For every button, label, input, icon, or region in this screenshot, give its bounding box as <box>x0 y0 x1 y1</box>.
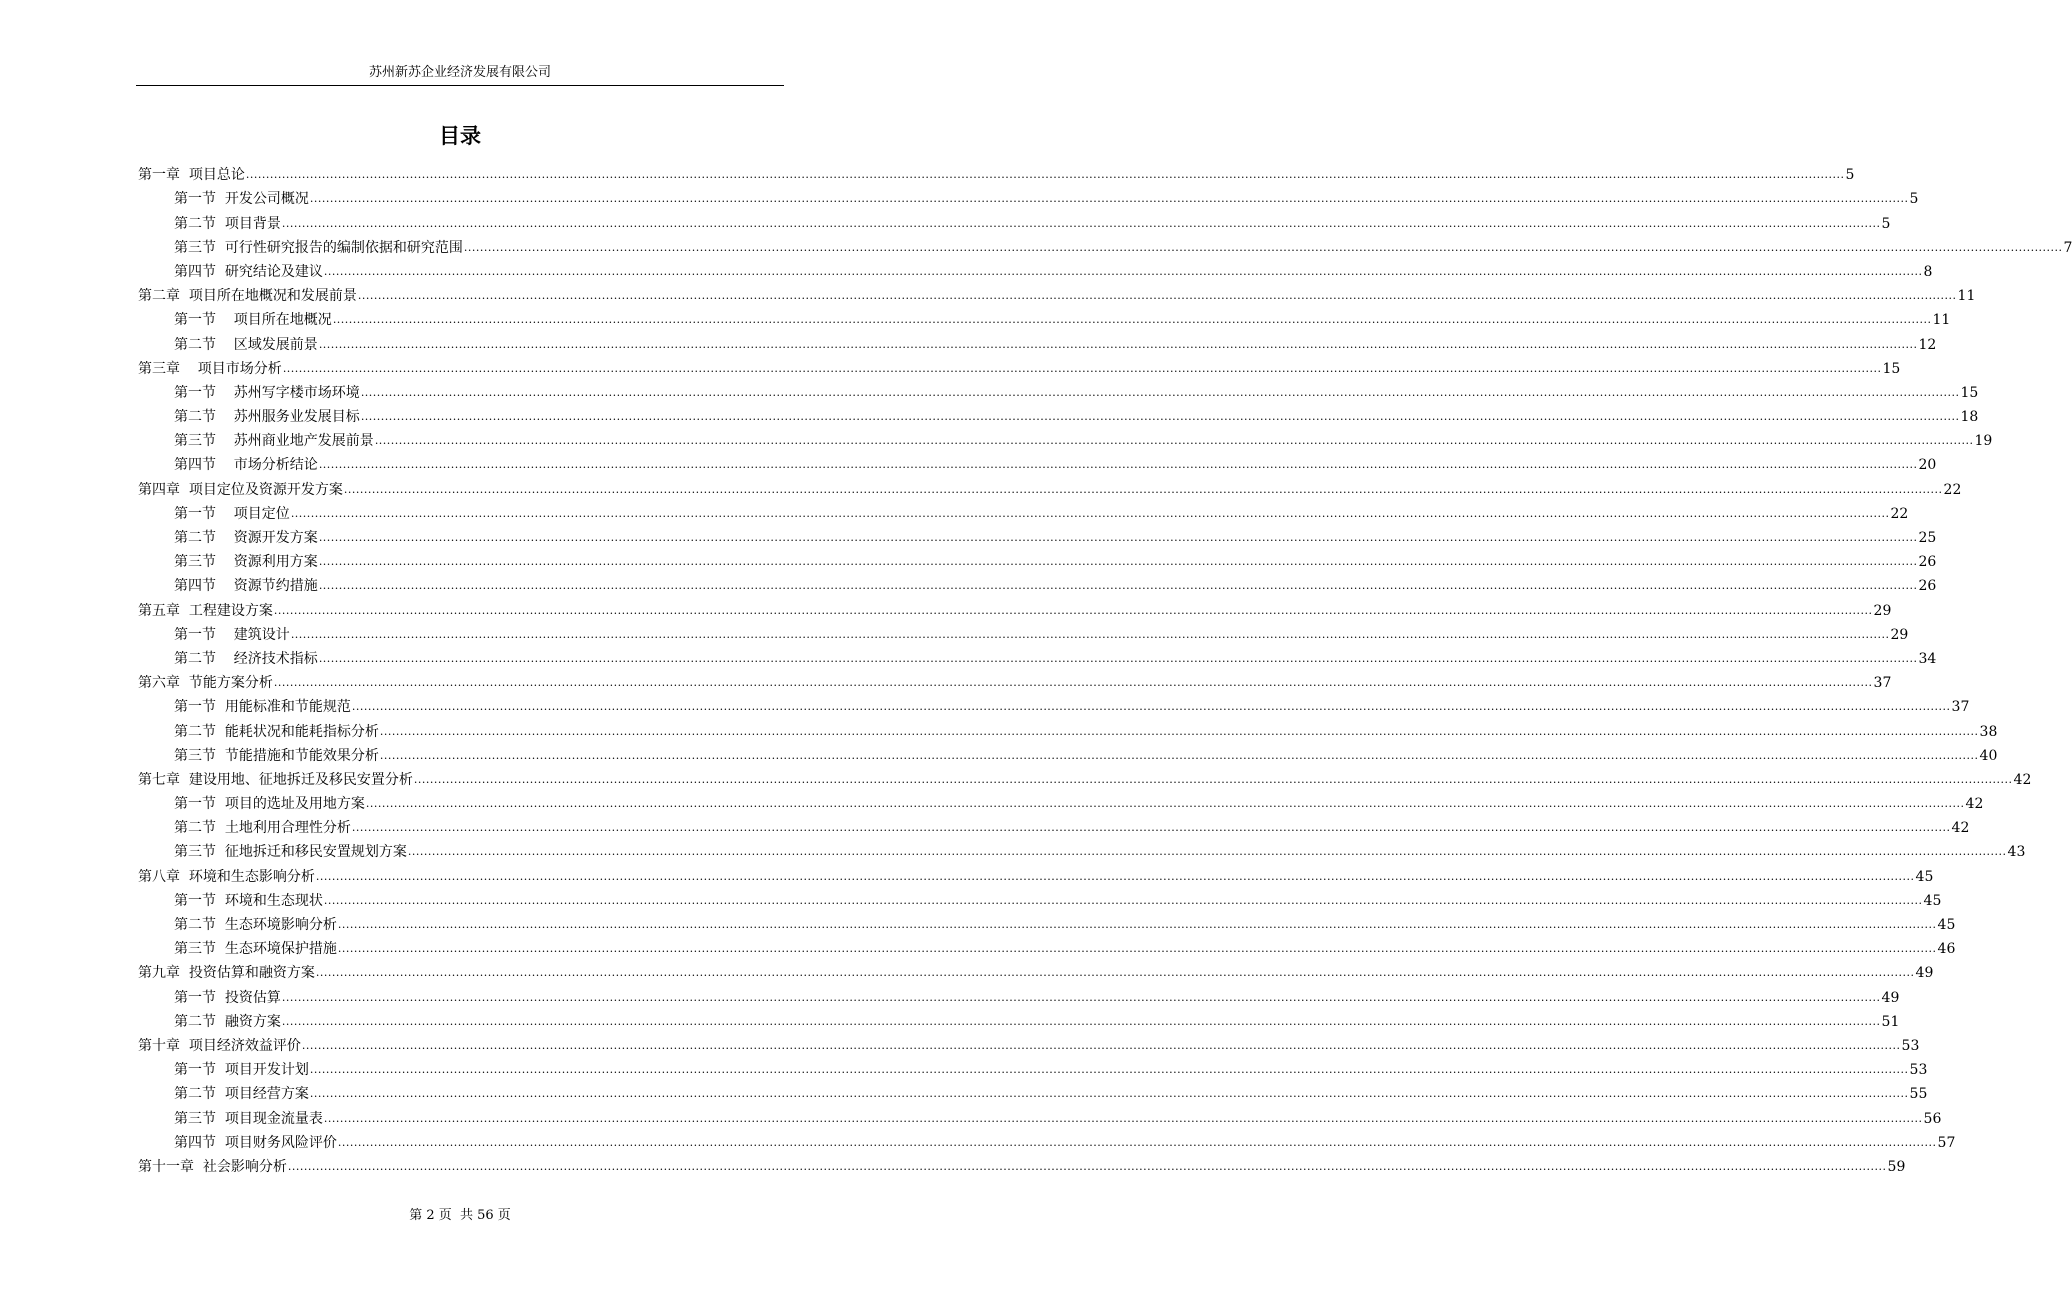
toc-section-entry[interactable] <box>138 233 2072 257</box>
toc-entry-label: 第六章 节能方案分析 <box>138 675 273 692</box>
toc-dot-leader: ................................................................................................................................................................................................................................................................................................................................................................................................................ <box>287 1159 1887 1173</box>
toc-entry-label: 第三节 生态环境保护措施 <box>174 941 337 958</box>
toc-dot-leader: ................................................................................................................................................................................................................................................................................................................................................................................................................ <box>379 724 1979 738</box>
toc-section-entry[interactable] <box>138 547 1937 571</box>
toc-section-entry[interactable] <box>138 208 1891 232</box>
toc-section-entry[interactable] <box>138 1128 1956 1152</box>
toc-dot-leader: ................................................................................................................................................................................................................................................................................................................................................................................................................ <box>365 797 1965 811</box>
toc-section-entry[interactable] <box>138 426 1993 450</box>
toc-entry-label: 第二节 项目背景 <box>174 215 281 232</box>
toc-entry-label: 第一节 苏州写字楼市场环境 <box>174 384 360 401</box>
toc-section-entry[interactable] <box>138 692 1970 716</box>
toc-entry-label: 第四节 项目财务风险评价 <box>174 1134 337 1151</box>
toc-dot-leader: ................................................................................................................................................................................................................................................................................................................................................................................................................ <box>281 1014 1881 1028</box>
toc-entry-page-number: 11 <box>1932 312 1951 329</box>
toc-entry-label: 第九章 投资估算和融资方案 <box>138 965 315 982</box>
toc-dot-leader: ................................................................................................................................................................................................................................................................................................................................................................................................................ <box>463 240 2063 254</box>
toc-dot-leader: ................................................................................................................................................................................................................................................................................................................................................................................................................ <box>343 482 1943 496</box>
toc-section-entry[interactable] <box>138 910 1956 934</box>
toc-dot-leader: ................................................................................................................................................................................................................................................................................................................................................................................................................ <box>318 531 1918 544</box>
toc-dot-leader: ................................................................................................................................................................................................................................................................................................................................................................................................................ <box>323 1111 1923 1125</box>
toc-entry-page-number: 11 <box>1957 288 1976 305</box>
toc-entry-page-number: 25 <box>1918 530 1937 546</box>
toc-entry-page-number: 37 <box>1951 699 1970 716</box>
toc-entry-label: 第四节 资源节约措施 <box>174 578 318 595</box>
toc-dot-leader: ................................................................................................................................................................................................................................................................................................................................................................................................................ <box>318 555 1918 569</box>
toc-section-entry[interactable] <box>138 1103 1942 1127</box>
toc-section-entry[interactable] <box>138 813 1970 837</box>
toc-entry-label: 第一节 项目的选址及用地方案 <box>174 796 365 813</box>
toc-entry-page-number: 22 <box>1943 481 1962 498</box>
toc-entry-page-number: 22 <box>1890 505 1909 522</box>
toc-entry-page-number: 34 <box>1918 650 1937 667</box>
toc-entry-label: 第二节 生态环境影响分析 <box>174 917 337 933</box>
toc-entry-label: 第一节 用能标准和节能规范 <box>174 699 351 716</box>
toc-entry-label: 第四节 市场分析结论 <box>174 457 318 474</box>
toc-chapter-entry[interactable] <box>138 474 1962 498</box>
toc-entry-label: 第五章 工程建设方案 <box>138 602 273 619</box>
toc-entry-page-number: 37 <box>1873 675 1892 692</box>
toc-section-entry[interactable] <box>138 571 1937 595</box>
toc-entry-label: 第一节 项目定位 <box>174 505 290 522</box>
toc-section-entry[interactable] <box>138 620 1909 644</box>
toc-chapter-entry[interactable] <box>138 595 1892 619</box>
toc-dot-leader: ................................................................................................................................................................................................................................................................................................................................................................................................................ <box>301 1038 1901 1052</box>
toc-entry-page-number: 53 <box>1909 1062 1928 1079</box>
toc-entry-label: 第八章 环境和生态影响分析 <box>138 868 315 885</box>
toc-entry-page-number: 53 <box>1901 1037 1920 1054</box>
toc-entry-label: 第三章 项目市场分析 <box>138 360 282 377</box>
toc-entry-label: 第三节 征地拆迁和移民安置规划方案 <box>174 844 407 861</box>
toc-entry-label: 第一节 投资估算 <box>174 989 281 1006</box>
header-divider <box>136 85 784 86</box>
toc-section-entry[interactable] <box>138 523 1937 547</box>
toc-entry-label: 第二节 区域发展前景 <box>174 336 318 353</box>
toc-section-entry[interactable] <box>138 837 2026 861</box>
toc-entry-page-number: 26 <box>1918 578 1937 595</box>
toc-entry-label: 第三节 可行性研究报告的编制依据和研究范围 <box>174 239 463 256</box>
toc-section-entry[interactable] <box>138 789 1984 813</box>
toc-dot-leader: ................................................................................................................................................................................................................................................................................................................................................................................................................ <box>360 385 1960 399</box>
footer-page-indicator: 第 2 页 共 56 页 <box>409 1208 511 1223</box>
toc-entry-label: 第二节 苏州服务业发展目标 <box>174 409 360 426</box>
toc-entry-page-number: 45 <box>1915 868 1934 885</box>
toc-entry-page-number: 8 <box>1923 263 1933 280</box>
toc-entry-label: 第二节 经济技术指标 <box>174 650 318 667</box>
toc-dot-leader: ................................................................................................................................................................................................................................................................................................................................................................................................................ <box>315 966 1915 980</box>
toc-dot-leader: ................................................................................................................................................................................................................................................................................................................................................................................................................ <box>318 458 1918 472</box>
toc-entry-label: 第一节 项目开发计划 <box>174 1062 309 1079</box>
toc-chapter-entry[interactable] <box>138 281 1976 305</box>
toc-entry-page-number: 49 <box>1915 965 1934 982</box>
toc-section-entry[interactable] <box>138 257 1933 281</box>
toc-entry-page-number: 29 <box>1890 626 1909 643</box>
toc-section-entry[interactable] <box>138 402 1979 426</box>
toc-dot-leader: ................................................................................................................................................................................................................................................................................................................................................................................................................ <box>337 918 1937 931</box>
table-of-contents <box>138 160 2072 1176</box>
toc-entry-label: 第十章 项目经济效益评价 <box>138 1037 301 1054</box>
toc-dot-leader: ................................................................................................................................................................................................................................................................................................................................................................................................................ <box>360 410 1960 424</box>
toc-dot-leader: ................................................................................................................................................................................................................................................................................................................................................................................................................ <box>282 361 1882 375</box>
toc-entry-label: 第一章 项目总论 <box>138 167 245 184</box>
toc-chapter-entry[interactable] <box>138 1031 1920 1055</box>
toc-dot-leader: ................................................................................................................................................................................................................................................................................................................................................................................................................ <box>281 216 1881 230</box>
toc-section-entry[interactable] <box>138 450 1937 474</box>
toc-dot-leader: ................................................................................................................................................................................................................................................................................................................................................................................................................ <box>407 845 2007 859</box>
toc-dot-leader: ................................................................................................................................................................................................................................................................................................................................................................................................................ <box>309 192 1909 206</box>
toc-entry-page-number: 57 <box>1937 1134 1956 1151</box>
toc-entry-page-number: 46 <box>1937 941 1956 958</box>
toc-section-entry[interactable] <box>138 499 1909 523</box>
toc-entry-label: 第三节 项目现金流量表 <box>174 1110 323 1127</box>
toc-entry-page-number: 12 <box>1918 336 1937 353</box>
toc-entry-page-number: 42 <box>1951 820 1970 837</box>
toc-section-entry[interactable] <box>138 1007 1900 1031</box>
toc-dot-leader: ................................................................................................................................................................................................................................................................................................................................................................................................................ <box>315 869 1915 883</box>
toc-dot-leader: ................................................................................................................................................................................................................................................................................................................................................................................................................ <box>351 821 1951 835</box>
toc-chapter-entry[interactable] <box>138 354 1901 378</box>
toc-section-entry[interactable] <box>138 716 1998 740</box>
toc-dot-leader: ................................................................................................................................................................................................................................................................................................................................................................................................................ <box>413 772 2013 786</box>
toc-entry-page-number: 45 <box>1937 917 1956 933</box>
toc-section-entry[interactable] <box>138 184 1919 208</box>
toc-entry-page-number: 42 <box>2013 771 2032 788</box>
toc-section-entry[interactable] <box>138 1055 1928 1079</box>
toc-entry-label: 第四章 项目定位及资源开发方案 <box>138 481 343 498</box>
toc-entry-page-number: 15 <box>1960 384 1979 401</box>
toc-dot-leader: ................................................................................................................................................................................................................................................................................................................................................................................................................ <box>281 990 1881 1004</box>
toc-entry-label: 第一节 环境和生态现状 <box>174 892 323 909</box>
toc-dot-leader: ................................................................................................................................................................................................................................................................................................................................................................................................................ <box>374 434 1974 448</box>
toc-dot-leader: ................................................................................................................................................................................................................................................................................................................................................................................................................ <box>337 942 1937 956</box>
toc-entry-page-number: 59 <box>1887 1158 1906 1175</box>
toc-section-entry[interactable] <box>138 886 1942 910</box>
toc-dot-leader: ................................................................................................................................................................................................................................................................................................................................................................................................................ <box>309 1063 1909 1077</box>
toc-entry-page-number: 26 <box>1918 554 1937 571</box>
toc-entry-label: 第二节 土地利用合理性分析 <box>174 820 351 837</box>
toc-dot-leader: ................................................................................................................................................................................................................................................................................................................................................................................................................ <box>309 1087 1909 1101</box>
toc-entry-label: 第七章 建设用地、征地拆迁及移民安置分析 <box>138 771 413 788</box>
toc-entry-page-number: 42 <box>1965 796 1984 813</box>
toc-chapter-entry[interactable] <box>138 160 1855 184</box>
toc-entry-page-number: 38 <box>1979 723 1998 740</box>
toc-entry-label: 第二节 项目经营方案 <box>174 1086 309 1103</box>
toc-chapter-entry[interactable] <box>138 861 1934 885</box>
toc-entry-label: 第二节 融资方案 <box>174 1013 281 1030</box>
toc-chapter-entry[interactable] <box>138 668 1892 692</box>
toc-entry-label: 第二章 项目所在地概况和发展前景 <box>138 288 357 305</box>
toc-entry-page-number: 5 <box>1909 191 1919 208</box>
toc-dot-leader: ................................................................................................................................................................................................................................................................................................................................................................................................................ <box>318 651 1918 665</box>
toc-entry-page-number: 18 <box>1960 409 1979 426</box>
toc-entry-page-number: 40 <box>1979 747 1998 764</box>
toc-entry-page-number: 15 <box>1882 360 1901 377</box>
toc-entry-label: 第四节 研究结论及建议 <box>174 263 323 280</box>
toc-chapter-entry[interactable] <box>138 1152 1906 1176</box>
toc-entry-page-number: 29 <box>1873 602 1892 619</box>
toc-entry-label: 第一节 项目所在地概况 <box>174 312 332 329</box>
toc-entry-label: 第三节 苏州商业地产发展前景 <box>174 433 374 450</box>
toc-entry-label: 第三节 节能措施和节能效果分析 <box>174 747 379 764</box>
toc-entry-page-number: 5 <box>1845 167 1855 184</box>
toc-entry-label: 第十一章 社会影响分析 <box>138 1158 287 1175</box>
toc-entry-label: 第三节 资源利用方案 <box>174 554 318 571</box>
toc-section-entry[interactable] <box>138 741 1998 765</box>
toc-section-entry[interactable] <box>138 1079 1928 1103</box>
toc-dot-leader: ................................................................................................................................................................................................................................................................................................................................................................................................................ <box>318 579 1918 593</box>
toc-section-entry[interactable] <box>138 982 1900 1006</box>
toc-entry-label: 第二节 能耗状况和能耗指标分析 <box>174 723 379 740</box>
toc-section-entry[interactable] <box>138 934 1956 958</box>
toc-dot-leader: ................................................................................................................................................................................................................................................................................................................................................................................................................ <box>323 893 1923 907</box>
toc-entry-page-number: 49 <box>1881 989 1900 1006</box>
toc-title: 目录 <box>439 124 481 148</box>
toc-entry-label: 第二节 资源开发方案 <box>174 530 318 546</box>
toc-chapter-entry[interactable] <box>138 958 1934 982</box>
toc-entry-page-number: 56 <box>1923 1110 1942 1127</box>
toc-entry-page-number: 51 <box>1881 1013 1900 1030</box>
toc-entry-page-number: 5 <box>1881 215 1891 232</box>
toc-section-entry[interactable] <box>138 305 1951 329</box>
toc-dot-leader: ................................................................................................................................................................................................................................................................................................................................................................................................................ <box>323 264 1923 278</box>
toc-entry-page-number: 55 <box>1909 1086 1928 1103</box>
toc-section-entry[interactable] <box>138 329 1937 353</box>
toc-entry-page-number: 45 <box>1923 892 1942 909</box>
toc-chapter-entry[interactable] <box>138 765 2032 789</box>
header-company-name: 苏州新苏企业经济发展有限公司 <box>368 65 551 80</box>
toc-dot-leader: ................................................................................................................................................................................................................................................................................................................................................................................................................ <box>245 168 1845 182</box>
toc-dot-leader: ................................................................................................................................................................................................................................................................................................................................................................................................................ <box>337 1135 1937 1149</box>
toc-dot-leader: ................................................................................................................................................................................................................................................................................................................................................................................................................ <box>379 748 1979 762</box>
toc-dot-leader: ................................................................................................................................................................................................................................................................................................................................................................................................................ <box>290 627 1890 641</box>
toc-entry-page-number: 43 <box>2007 844 2026 861</box>
toc-entry-label: 第一节 开发公司概况 <box>174 191 309 208</box>
toc-dot-leader: ................................................................................................................................................................................................................................................................................................................................................................................................................ <box>318 337 1918 351</box>
toc-dot-leader: ................................................................................................................................................................................................................................................................................................................................................................................................................ <box>290 506 1890 520</box>
toc-section-entry[interactable] <box>138 378 1979 402</box>
toc-dot-leader: ................................................................................................................................................................................................................................................................................................................................................................................................................ <box>332 313 1932 327</box>
toc-entry-label: 第一节 建筑设计 <box>174 626 290 643</box>
toc-dot-leader: ................................................................................................................................................................................................................................................................................................................................................................................................................ <box>273 676 1873 690</box>
toc-dot-leader: ................................................................................................................................................................................................................................................................................................................................................................................................................ <box>357 289 1957 303</box>
toc-dot-leader: ................................................................................................................................................................................................................................................................................................................................................................................................................ <box>273 603 1873 617</box>
toc-entry-page-number: 20 <box>1918 457 1937 474</box>
toc-entry-page-number: 19 <box>1974 433 1993 450</box>
toc-entry-page-number: 7 <box>2063 239 2072 256</box>
toc-section-entry[interactable] <box>138 644 1937 668</box>
toc-dot-leader: ................................................................................................................................................................................................................................................................................................................................................................................................................ <box>351 700 1951 714</box>
